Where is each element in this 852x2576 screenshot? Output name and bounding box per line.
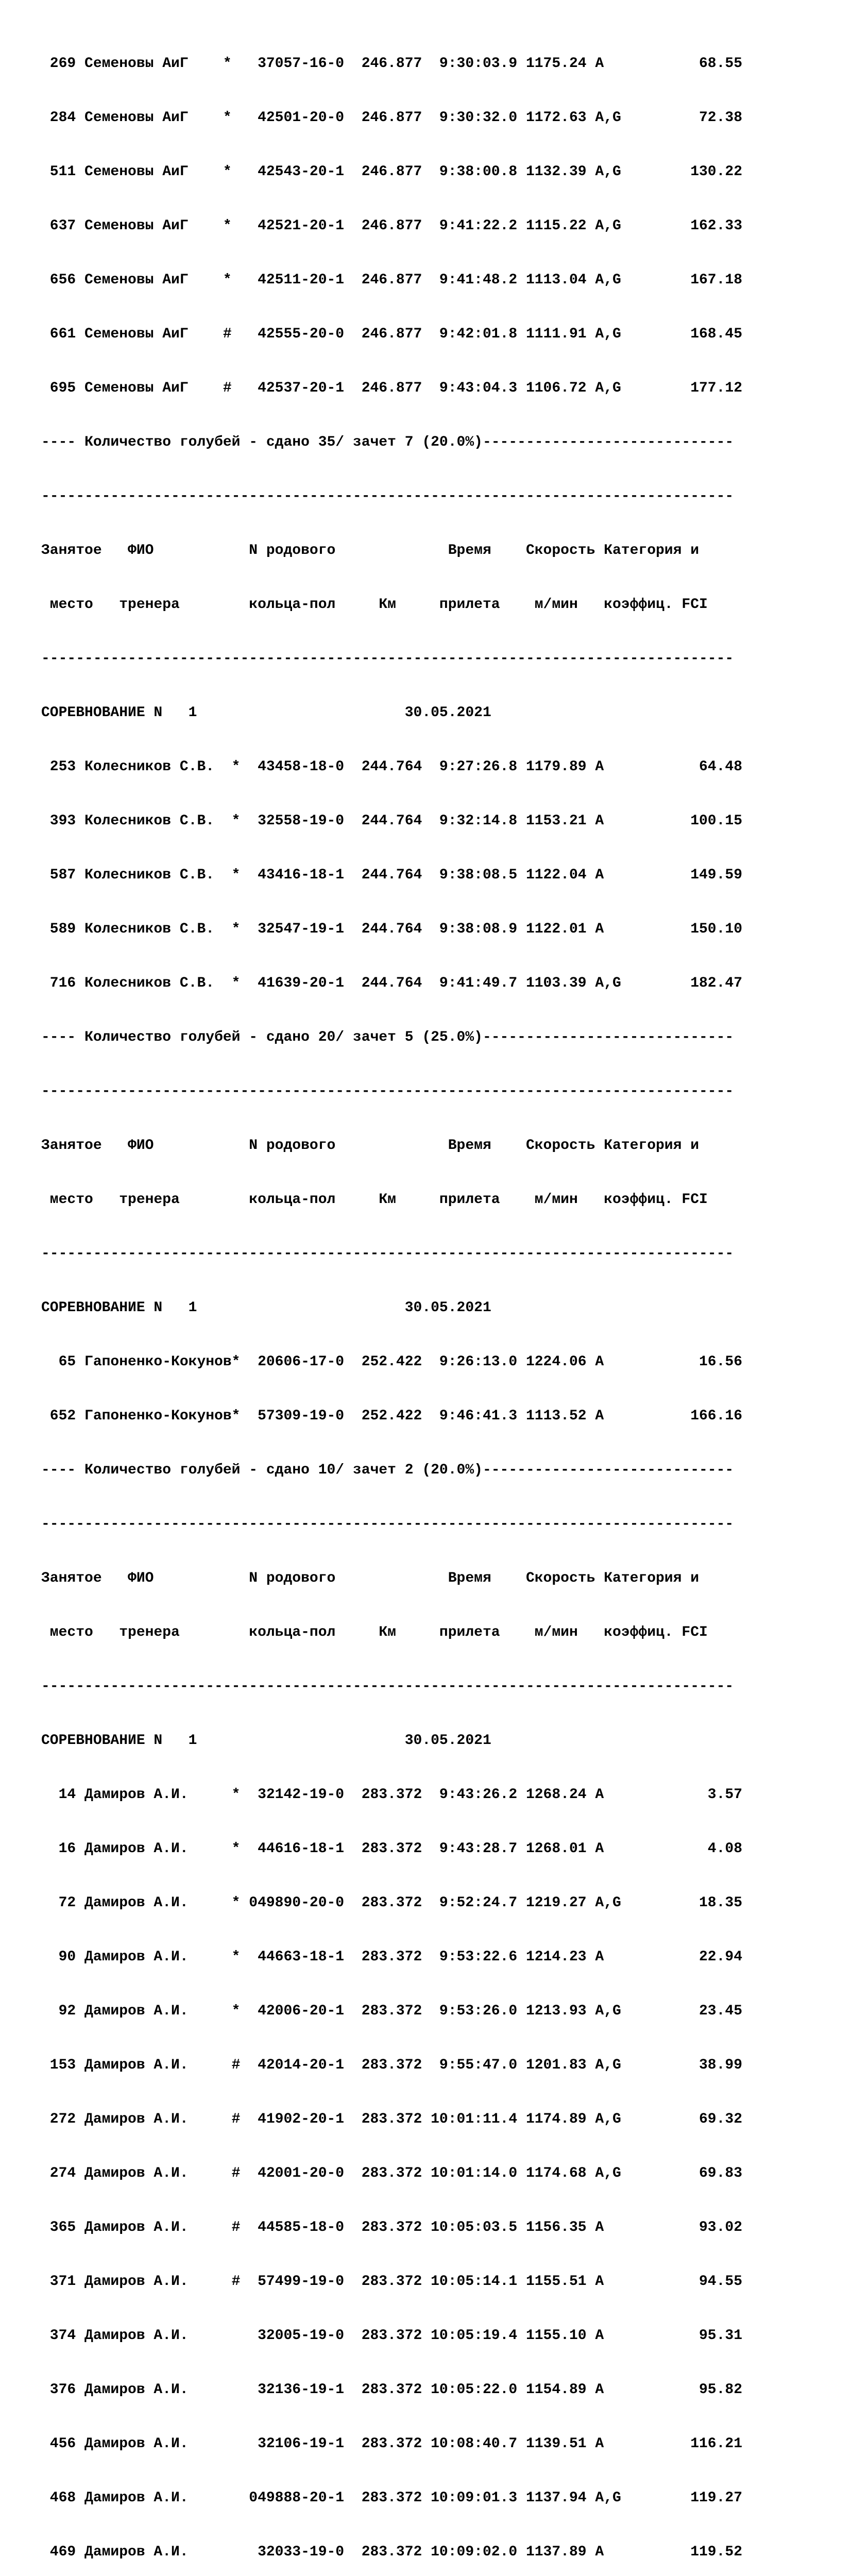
report-line: 393 Колесников С.В. * 32558-19-0 244.764 9:32:14.8 1153.21 A 100.15: [41, 813, 743, 829]
report-line: место тренера кольца-пол Км прилета м/мин коэффиц. FCI: [41, 1192, 708, 1208]
report-line: --------------------------------------------------------------------------------: [41, 1516, 734, 1532]
report-line: --------------------------------------------------------------------------------: [41, 488, 734, 504]
report-line: 637 Семеновы АиГ * 42521-20-1 246.877 9:41:22.2 1115.22 A,G 162.33: [41, 218, 743, 234]
report-line: 92 Дамиров А.И. * 42006-20-1 283.372 9:53:26.0 1213.93 A,G 23.45: [41, 2003, 743, 2019]
report-line: 90 Дамиров А.И. * 44663-18-1 283.372 9:53:22.6 1214.23 A 22.94: [41, 1949, 743, 1965]
report-line: ---- Количество голубей - сдано 35/ зачет 7 (20.0%)-----------------------------: [41, 434, 734, 450]
report-line: 511 Семеновы АиГ * 42543-20-1 246.877 9:38:00.8 1132.39 A,G 130.22: [41, 164, 743, 180]
report-line: место тренера кольца-пол Км прилета м/мин коэффиц. FCI: [41, 597, 708, 613]
report-line: 652 Гапоненко-Кокунов* 57309-19-0 252.422 9:46:41.3 1113.52 A 166.16: [41, 1408, 743, 1424]
report-line: 253 Колесников С.В. * 43458-18-0 244.764 9:27:26.8 1179.89 A 64.48: [41, 759, 743, 775]
report-line: место тренера кольца-пол Км прилета м/мин коэффиц. FCI: [41, 1624, 708, 1640]
report-line: Занятое ФИО N родового Время Скорость Категория и: [41, 1570, 700, 1586]
report-line: 661 Семеновы АиГ # 42555-20-0 246.877 9:42:01.8 1111.91 A,G 168.45: [41, 326, 743, 342]
report-line: --------------------------------------------------------------------------------: [41, 1083, 734, 1099]
report-line: 469 Дамиров А.И. 32033-19-0 283.372 10:09:02.0 1137.89 A 119.52: [41, 2544, 743, 2560]
report-line: 456 Дамиров А.И. 32106-19-1 283.372 10:08:40.7 1139.51 A 116.21: [41, 2436, 743, 2452]
report-line: 274 Дамиров А.И. # 42001-20-0 283.372 10:01:14.0 1174.68 A,G 69.83: [41, 2165, 743, 2181]
results-printout: [41, 19, 814, 2576]
report-line: 371 Дамиров А.И. # 57499-19-0 283.372 10:05:14.1 1155.51 A 94.55: [41, 2274, 743, 2290]
report-line: --------------------------------------------------------------------------------: [41, 1679, 734, 1694]
report-line: СОРЕВНОВАНИЕ N 1 30.05.2021: [41, 705, 491, 721]
report-line: 284 Семеновы АиГ * 42501-20-0 246.877 9:30:32.0 1172.63 A,G 72.38: [41, 110, 743, 126]
report-line: 468 Дамиров А.И. 049888-20-1 283.372 10:09:01.3 1137.94 A,G 119.27: [41, 2490, 743, 2506]
report-line: ---- Количество голубей - сдано 10/ зачет 2 (20.0%)-----------------------------: [41, 1462, 734, 1478]
report-line: --------------------------------------------------------------------------------: [41, 1246, 734, 1262]
report-line: Занятое ФИО N родового Время Скорость Категория и: [41, 1138, 700, 1154]
report-line: 269 Семеновы АиГ * 37057-16-0 246.877 9:30:03.9 1175.24 A 68.55: [41, 56, 743, 72]
report-line: ---- Количество голубей - сдано 20/ зачет 5 (25.0%)-----------------------------: [41, 1029, 734, 1045]
report-line: 374 Дамиров А.И. 32005-19-0 283.372 10:05:19.4 1155.10 A 95.31: [41, 2328, 743, 2344]
report-line: Занятое ФИО N родового Время Скорость Категория и: [41, 543, 700, 558]
report-line: 153 Дамиров А.И. # 42014-20-1 283.372 9:55:47.0 1201.83 A,G 38.99: [41, 2057, 743, 2073]
report-line: 16 Дамиров А.И. * 44616-18-1 283.372 9:43:28.7 1268.01 A 4.08: [41, 1841, 743, 1857]
report-line: 716 Колесников С.В. * 41639-20-1 244.764 9:41:49.7 1103.39 A,G 182.47: [41, 975, 743, 991]
report-line: 589 Колесников С.В. * 32547-19-1 244.764 9:38:08.9 1122.01 A 150.10: [41, 921, 743, 937]
report-line: СОРЕВНОВАНИЕ N 1 30.05.2021: [41, 1300, 491, 1316]
report-line: 587 Колесников С.В. * 43416-18-1 244.764 9:38:08.5 1122.04 A 149.59: [41, 867, 743, 883]
report-line: 376 Дамиров А.И. 32136-19-1 283.372 10:05:22.0 1154.89 A 95.82: [41, 2382, 743, 2398]
report-line: --------------------------------------------------------------------------------: [41, 651, 734, 667]
report-line: 272 Дамиров А.И. # 41902-20-1 283.372 10:01:11.4 1174.89 A,G 69.32: [41, 2111, 743, 2127]
report-line: 365 Дамиров А.И. # 44585-18-0 283.372 10:05:03.5 1156.35 A 93.02: [41, 2219, 743, 2235]
report-line: СОРЕВНОВАНИЕ N 1 30.05.2021: [41, 1733, 491, 1749]
report-line: 695 Семеновы АиГ # 42537-20-1 246.877 9:43:04.3 1106.72 A,G 177.12: [41, 380, 743, 396]
report-line: 14 Дамиров А.И. * 32142-19-0 283.372 9:43:26.2 1268.24 A 3.57: [41, 1787, 743, 1803]
report-line: 72 Дамиров А.И. * 049890-20-0 283.372 9:52:24.7 1219.27 A,G 18.35: [41, 1895, 743, 1911]
report-line: 656 Семеновы АиГ * 42511-20-1 246.877 9:41:48.2 1113.04 A,G 167.18: [41, 272, 743, 288]
report-line: 65 Гапоненко-Кокунов* 20606-17-0 252.422 9:26:13.0 1224.06 A 16.56: [41, 1354, 743, 1370]
